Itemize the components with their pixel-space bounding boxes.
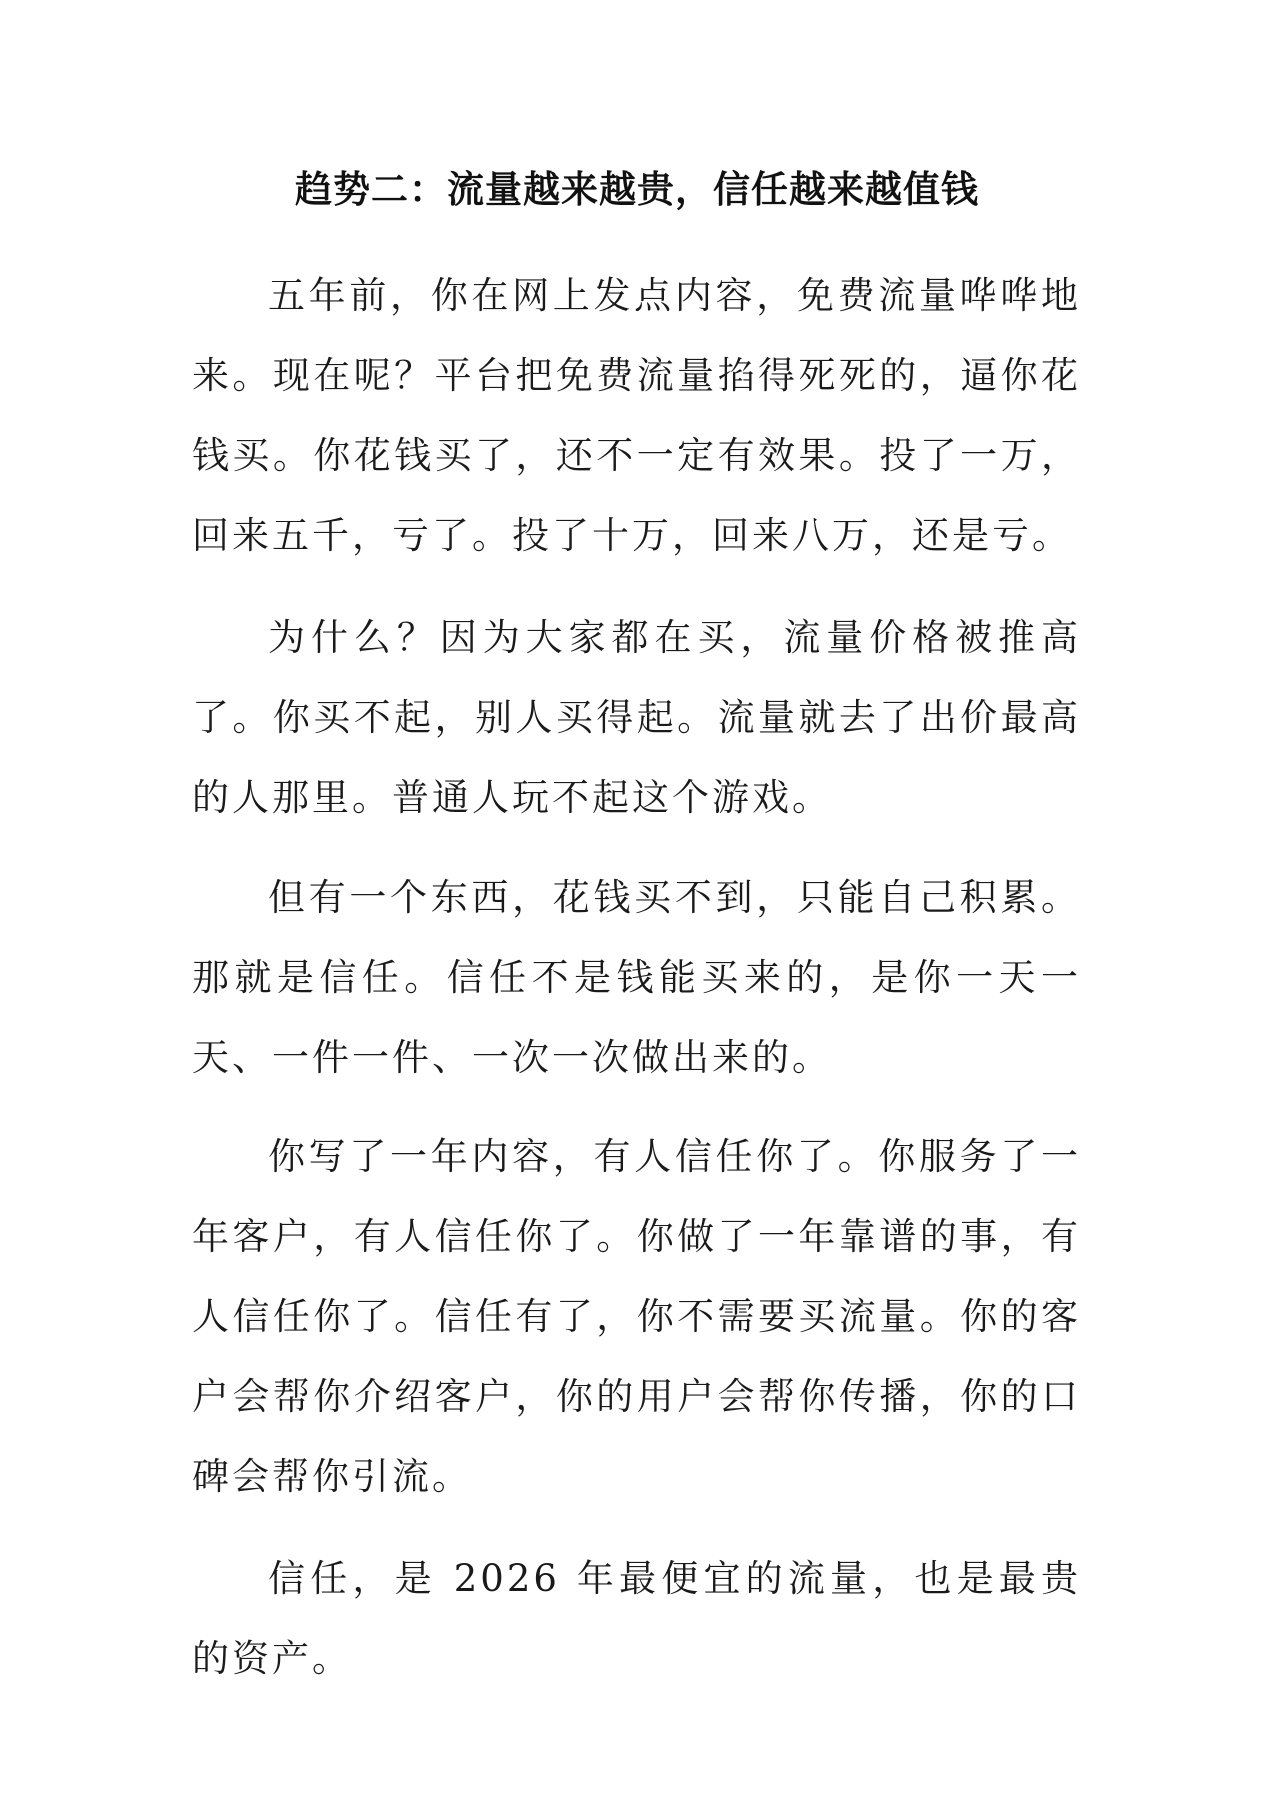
paragraph-1: 五年前，你在网上发点内容，免费流量哗哗地来。现在呢？平台把免费流量掐得死死的，逼你花钱买。你花钱买了，还不一定有效果。投了一万，回来五千，亏了。投了十万，回来八万，还是亏。	[192, 274, 1081, 557]
paragraph-4: 你写了一年内容，有人信任你了。你服务了一年客户，有人信任你了。你做了一年靠谱的事，有人信任你了。信任有了，你不需要买流量。你的客户会帮你介绍客户，你的用户会帮你传播，你的口碑会帮你引流。	[192, 1135, 1081, 1498]
paragraph-5: 信任，是 2026 年最便宜的流量，也是最贵的资产。	[192, 1557, 1081, 1680]
document-title: 趋势二：流量越来越贵，信任越来越值钱	[295, 168, 979, 211]
paragraph-3: 但有一个东西，花钱买不到，只能自己积累。那就是信任。信任不是钱能买来的，是你一天一天、一件一件、一次一次做出来的。	[192, 876, 1081, 1079]
paragraph-2: 为什么？因为大家都在买，流量价格被推高了。你买不起，别人买得起。流量就去了出价最高的人那里。普通人玩不起这个游戏。	[192, 616, 1081, 819]
